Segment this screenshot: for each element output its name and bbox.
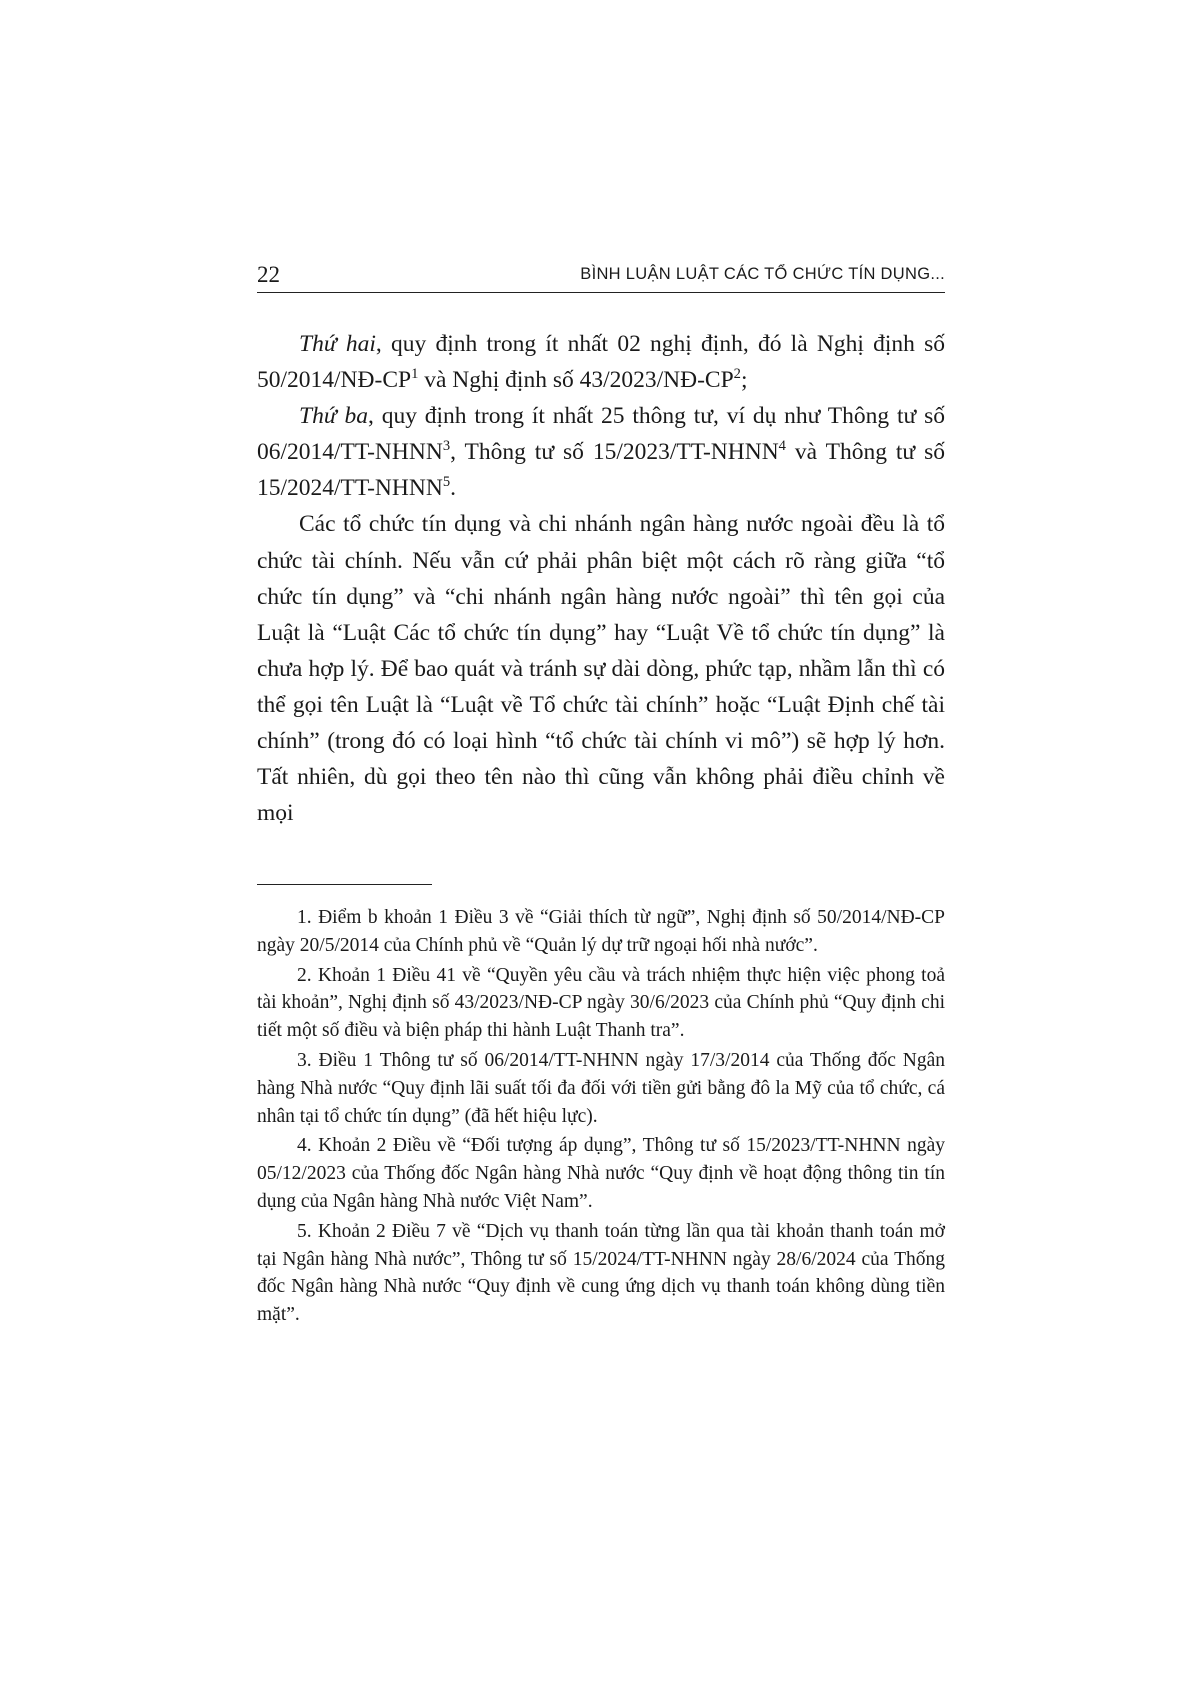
text: ;: [740, 367, 748, 394]
lead-phrase: Thứ ba: [299, 403, 368, 430]
footnote: 3. Điều 1 Thông tư số 06/2014/TT-NHNN ngày 17/3/2014 của Thống đốc Ngân hàng Nhà nước “Quy định lãi suất tối đa đối với tiền gửi bằng đô la Mỹ của tổ chức, cá nhân tại tổ chức tín dụng” (đã hết hiệu lực).: [257, 1049, 945, 1127]
running-header: [257, 262, 945, 293]
text: , quy định trong ít nhất 02 nghị định, đó là Nghị định số 50/2014/NĐ-CP: [257, 331, 946, 394]
footnote: 1. Điểm b khoản 1 Điều 3 về “Giải thích từ ngữ”, Nghị định số 50/2014/NĐ-CP ngày 20/5/2014 của Chính phủ về “Quản lý dự trữ ngoại hối nhà nước”.: [257, 907, 945, 956]
paragraph-thu-ba: [257, 398, 945, 506]
text: , quy định trong ít nhất 25 thông tư, ví dụ như Thông tư số 06/2014/TT-NHNN: [257, 403, 945, 466]
text: và Nghị định số 43/2023/NĐ-CP: [418, 367, 734, 394]
footnote: 2. Khoản 1 Điều 41 về “Quyền yêu cầu và trách nhiệm thực hiện việc phong toả tài khoản”, Nghị định số 43/2023/NĐ-CP ngày 30/6/2023 của Chính phủ “Quy định chi tiết một số điều và biện pháp thi hành Luật Thanh tra”.: [257, 964, 945, 1042]
footnote-ref: 1: [411, 366, 419, 383]
running-title: BÌNH LUẬN LUẬT CÁC TỔ CHỨC TÍN DỤNG...: [580, 265, 945, 283]
footnote-separator: [257, 884, 432, 885]
footnote: 5. Khoản 2 Điều 7 về “Dịch vụ thanh toán từng lần qua tài khoản thanh toán mở tại Ngân hàng Nhà nước”, Thông tư số 15/2024/TT-NHNN ngày 28/6/2024 của Thống đốc Ngân hàng Nhà nước “Quy định về cung ứng dịch vụ thanh toán không dùng tiền mặt”.: [257, 1220, 945, 1326]
footnote-ref: 5: [442, 474, 451, 491]
footnotes: [257, 904, 945, 1331]
lead-phrase: Thứ hai: [299, 331, 376, 357]
text: , Thông tư số 15/2023/TT-NHNN: [450, 439, 779, 466]
page-number: 22: [257, 262, 280, 287]
paragraph-body: Các tổ chức tín dụng và chi nhánh ngân hàng nước ngoài đều là tổ chức tài chính. Nếu vẫn cứ phải phân biệt một cách rõ ràng giữa “tổ chức tín dụng” và “chi nhánh ngân hàng nước ngoài” thì tên gọi của Luật là “Luật Các tổ chức tín dụng” hay “Luật Về tổ chức tín dụng” là chưa hợp lý. Để bao quát và tránh sự dài dòng, phức tạp, nhầm lẫn thì có thể gọi tên Luật là “Luật về Tổ chức tài chính” hoặc “Luật Định chế tài chính” (trong đó có loại hình “tổ chức tài chính vi mô”) sẽ hợp lý hơn. Tất nhiên, dù gọi theo tên nào thì cũng vẫn không phải điều chỉnh về mọi: [257, 511, 945, 827]
footnote-ref: 4: [778, 438, 786, 455]
text: .: [450, 475, 456, 502]
body-text: [257, 326, 945, 831]
footnote: 4. Khoản 2 Điều về “Đối tượng áp dụng”, Thông tư số 15/2023/TT-NHNN ngày 05/12/2023 của Thống đốc Ngân hàng Nhà nước “Quy định về hoạt động thông tin tín dụng của Ngân hàng Nhà nước Việt Nam”.: [257, 1135, 945, 1212]
paragraph-thu-hai: [257, 326, 945, 398]
footnote-ref: 2: [733, 366, 741, 383]
footnote-ref: 3: [442, 438, 451, 455]
text: và Thông tư số 15/2024/TT-NHNN: [257, 439, 945, 502]
